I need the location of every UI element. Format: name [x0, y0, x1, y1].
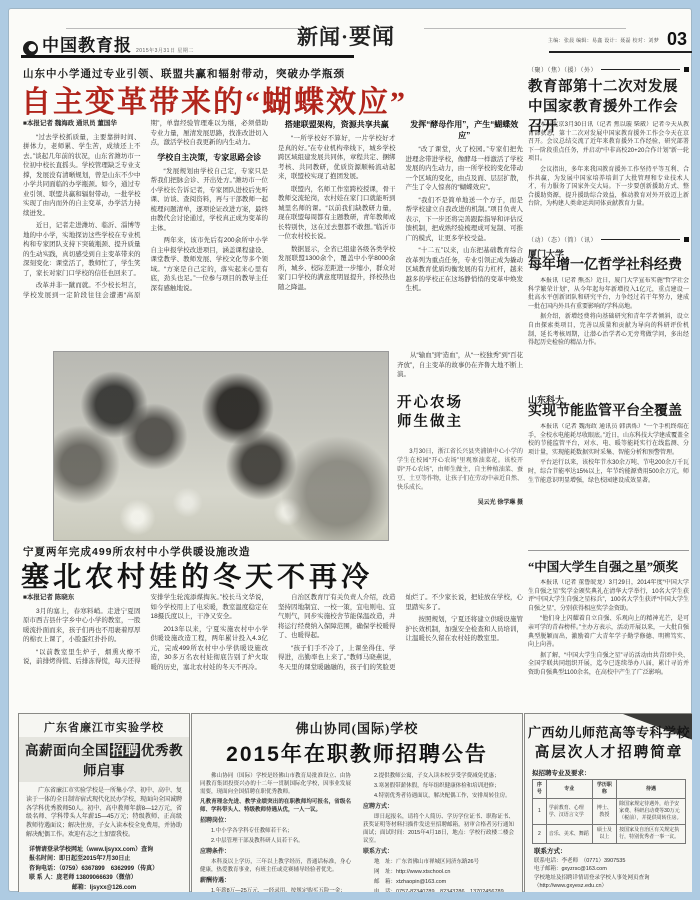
sidebar-article3-headline: 实现节能监管平台全覆盖: [528, 404, 682, 419]
ad2-section-title: 联系方式：: [363, 849, 394, 855]
ad2-body: [200, 772, 514, 896]
header-credits: 主编：张晨 编辑：易鑫 设计：聂磊 校对：刘梦: [547, 38, 659, 44]
ad1-title: [19, 737, 189, 782]
ad1-contacts: [29, 846, 179, 894]
body-paragraph: “以前教室里生炉子，烟熏火燎不说，前排烤得慌、后排冻得慌，每天还得安排学生轮流添煤掏灰。”校长马文华说，如今学校用上了电采暖，教室温度稳定在18摄氏度以上，干净又安全。: [23, 594, 268, 665]
article1-byline: ■本报记者 魏海政 通讯员 董国华: [23, 120, 117, 127]
body-paragraph: 数据显示，全省已组建各级各类学校发展联盟1300余个，覆盖中小学8000余所，城乡、校际差距进一步缩小，群众对家门口学校的满意度明显提升，择校热也随之降温。: [278, 245, 396, 291]
ad2-school-name: 佛山协同(国际)学校: [295, 721, 419, 736]
photo-caption-title: [397, 394, 523, 432]
section-title-bold: 要闻: [349, 24, 396, 49]
sidebar-article3-body: [528, 423, 689, 543]
masthead-logo-icon: [23, 41, 38, 56]
ad1-contact-line: 咨询电话：（0759）6367899 6362999（传真）: [29, 865, 159, 872]
ad3-title: 高层次人才招聘简章: [534, 745, 684, 761]
body-paragraph: “过去学校抓质量，主要靠拼时间、拼体力，老师累、学生苦，成绩还上不去。”谈起几年前的状况，山东省潍坊市一位初中校长直摇头。学校管理缺乏专业支撑，发展没有清晰规划，曾是山东不少中小学共同面临的办学瓶颈。如今，通过专业引领、联盟共赢和辐射带动，一批学校实现了由内而外的自主变革，办学活力持续迸发。: [23, 133, 141, 217]
ad2-contact-line: 电 话：0757-82340789 82343286 13702456789: [374, 889, 504, 895]
ad2-line: 2.中层管理干部及教科研人员若干名。: [211, 838, 304, 844]
sidebar-article2-headline: 每年增一亿哲学社科经费: [528, 258, 682, 273]
article1-headline: 自主变革带来的“蝴蝶效应”: [21, 86, 407, 119]
ad1-school-name: 广东省廉江市实验学校: [44, 722, 164, 734]
sidebar-article2-kicker: 厦门大学: [528, 249, 565, 259]
paper-sheet: [8, 8, 692, 895]
sidebar-label-text: （聚）（焦）（援）（外）: [528, 68, 598, 74]
table-cell: 学前教育、心理学、汉语言文学: [546, 799, 592, 825]
section-title-dot: ·: [341, 25, 350, 49]
ad3-contact-line: 电子邮箱：gxyzrsc@163.com: [534, 866, 607, 872]
ad2-contact-line: 邮 箱：xtzhaopin@163.com: [374, 879, 447, 885]
table-header-cell: 序号: [533, 780, 547, 799]
article1-body: [23, 119, 523, 347]
caption-title-line1: 开心农场: [397, 394, 463, 411]
header-flank-line-right: [424, 28, 626, 29]
body-paragraph: 2013年以来，宁夏实施农村中小学供暖设施改造工程，两年累计投入4.3亿元，完成499所农村中小学供暖设施改造，30多万名农村娃彻底告别了炉火取暖的历史，塞北农村娃的冬天不再冷。: [150, 625, 268, 671]
body-paragraph: 联盟内，名师工作室跨校授课，骨干教师交流轮岗，农村娃在家门口就能听到城里名师的课。“以前我们缺教研力量，现在联盟每周都有主题教研，青年教师成长特别快，这在过去想都不敢想。”临沂市一位农村校长说。: [278, 185, 396, 240]
table-cell: 2: [533, 825, 547, 844]
ad-foshan-school: [191, 713, 523, 896]
body-paragraph: 本报北京3月30日讯（记者 焦以璇 柴葳）记者今天从教育部获悉，第十二次对发展中国家教育援外工作会今天在京召开。会议总结交流了近年来教育援外工作经验，研究部署下一阶段重点任务，并启动“中非高校20+20合作计划”新一轮项目。: [528, 122, 689, 163]
ad-guangxi-college: [524, 713, 694, 896]
ad3-contacts: [534, 848, 684, 891]
sidebar-divider: [528, 550, 689, 551]
ad1-contact-line: 邮箱：ljsyxx@126.com: [71, 884, 137, 891]
body-paragraph: 近日，记者走进潍坊、临沂、淄博等地的中小学，实地探访这些学校在专业机构和专家团队支持下突破瓶颈、提升质量的生动实践，真切感受到自主变革带来的深刻变化：课堂活了，教师忙了，学生笑了，家长对家门口学校的信任也回来了。: [23, 222, 141, 277]
table-cell: 除国家规定待遇外，给予安家费、科研启动费等30万元（税前），并提供周转住房。: [617, 799, 686, 825]
table-header-cell: 待遇: [617, 780, 686, 799]
article2-body: [23, 593, 523, 714]
table-row: [533, 825, 686, 844]
body-paragraph: 会议指出，多年来我国教育援外工作坚持平等互利、合作共赢，为发展中国家培养培训了大批管理和专业技术人才，有力服务了国家外交大局。下一步要创新援助方式、整合援助资源，提升援助综合效益，推动教育对外开放迈上新台阶，为构建人类命运共同体贡献教育力量。: [528, 166, 689, 208]
ad2-line: 即日起报名，请将个人简历、学历学位证书、职称证书、获奖证明等材料扫描件发送至招聘邮箱，初审合格者另行通知面试；面试时间：2015年4月18日，地点：学校行政楼二楼会议室。: [363, 814, 514, 844]
ad3-contact-line: 联系电话：李老师 （0771）3907535: [534, 857, 626, 864]
sidebar-article1-body: [528, 121, 689, 229]
ad2-intro: 佛山协同（国际）学校是经佛山市教育局批准设立、由协同教育集团投资兴办的十二年一贯制国际化学校，因事业发展需要，现面向全国招聘在职优秀教师。: [200, 773, 351, 795]
body-paragraph: “改了课堂，火了校园。”专家们把先进理念带进学校，像酵母一样激活了学校发展的内生动力，由一所学校的变化带动一个区域的变化，由点及面、层层扩散，产生了令人惊喜的“蝴蝶效应”。: [405, 146, 523, 191]
photo-caption-block: [397, 351, 523, 539]
body-paragraph: 改革并非一蹴而就。不少校长坦言，学校发展到一定阶段往往会遭遇“高原期”，单靠经验管理难以为继，必须借助专业力量，厘清发展思路，找准改进切入点，激活学校自我更新的内生动力。: [23, 120, 268, 299]
body-paragraph: 两年来，该市先后有200余所中小学自主申报学校改进项目，涵盖课程建设、课堂教学、教师发展、学校文化等多个领域。“方案是自己定的，落实起来心里有底，劲头也足。”一位参与项目的教导主任深有感触地说。: [150, 237, 268, 292]
header-flank-line-left: [66, 28, 299, 29]
sidebar-article4-headline: “中国大学生自强之星”颁奖: [528, 560, 679, 574]
sidebar-section-label-2: [528, 235, 689, 244]
ad3-recruit-table: [532, 779, 686, 844]
masthead-date: 2015年3月31日 星期二: [136, 48, 194, 54]
article1-kicker: 山东中小学通过专业引领、联盟共赢和辐射带动，突破办学瓶颈: [23, 68, 345, 80]
body-paragraph: “十二五”以来，山东把基础教育综合改革列为重点任务，专业引领正成为撬动区域教育优质均衡发展的有力杠杆，越来越多的学校正在这场静悄悄的变革中焕发生机。: [405, 247, 523, 292]
body-paragraph: 据介绍，新增经费将向基础研究和青年学者倾斜，设立自由探索类项目，完善以质量和贡献为导向的科研评价机制，延长考核周期，让潜心治学者心无旁骛做学问，多出经得起历史检验的精品力作。: [528, 314, 689, 347]
body-paragraph: “孩子们手不冷了，上课坐得住、学得进，出勤率也上来了。”教师马晓燕说，冬天里的课堂暖融融的，孩子们的笑脸更灿烂了。不少家长说，把娃放在学校，心里踏实多了。: [278, 594, 523, 671]
table-header-row: [533, 780, 686, 799]
ad1-title-pre: 高薪面向全国: [25, 743, 109, 758]
ad1-body: 广东省廉江市实验学校是一所集小学、初中、高中、复读于一体的全日制寄宿式现代化民办学校，现面向全国诚聘各学科优秀教师50人。初中、高中教师年薪8—12万元，省级名师、学科带头人年薪15—45万元；特级教师、正高级教师待遇面议；解决住房，子女入读本校全免费用，并协助解决配偶工作。欢迎有志之士加盟我校。: [26, 788, 183, 838]
body-paragraph: 平台运行以来，该校年节水30余万吨、节电200余万千瓦时，综合节能率达15%以上，年节约能源费用500余万元，师生节能意识明显增强，绿色校园建设成效显著。: [528, 460, 689, 484]
article-photo: [53, 351, 389, 541]
ad2-line: 2.提供教师公寓，子女入读本校享受学费减免优惠；: [374, 773, 500, 779]
body-paragraph: 3月的塞上，春寒料峭。走进宁夏固原市西吉县什字乡中心小学的教室，一股暖流扑面而来，孩子们再也不用裹着厚厚的棉衣上课了，小脸蛋红扑扑的。: [23, 607, 141, 643]
ad3-contact-title: 联系方式：: [534, 848, 567, 855]
ad2-title: 2015年在职教师招聘公告: [226, 743, 488, 766]
ad2-line: 1.年薪8万—25万元，一经录用，按规定购买五险一金；: [211, 888, 346, 894]
sidebar-label-square: [684, 237, 689, 242]
masthead: [23, 31, 194, 56]
body-paragraph: “发展规划由学校自己定，专家只是帮我们把脉会诊、开出处方。”潍坊市一位小学校长告诉记者，专家团队进校后先听课、访谈、查阅资料，再与干部教师一起梳理问题清单，逐项论证改进方案，最终由教代会讨论通过，学校真正成为变革的主体。: [150, 167, 268, 232]
ad2-contact-line: 地 址：广东省佛山市禅城区同济东路26号: [374, 859, 480, 865]
table-cell: 音乐、美术、舞蹈: [546, 825, 592, 844]
article1-continuation: 从“输血”到“造血”，从“一校独秀”到“百花齐放”，自主变革的故事仍在齐鲁大地不断上演。: [397, 352, 523, 378]
photo-credit: 吴云光 徐学琳 摄: [477, 499, 523, 506]
ad2-contact-line: 网 址：http://www.xtschool.cn: [374, 869, 451, 875]
sidebar-section-label-1: [528, 65, 689, 74]
sidebar-label-text: （动）（态）（简）（讯）: [528, 238, 598, 244]
article2-kicker: 宁夏两年完成499所农村中小学供暖设施改造: [23, 546, 251, 558]
sidebar-article3-kicker: 山东科大: [528, 395, 565, 405]
page-number: 03: [667, 29, 688, 49]
ad1-contact-line: 联 系 人：庞老师 13809066639（微信）: [29, 875, 137, 882]
sidebar-article2-body: [528, 277, 689, 387]
photo-caption-text: 3月30日，浙江省长兴县夹浦镇中心小学的学生在校园“开心农场”里观察油菜花。该校开辟“开心农场”，由师生做主，自主种植油菜、蚕豆、土豆等作物，让孩子们在劳动中亲近自然、快乐成长。: [397, 448, 524, 491]
body-paragraph: “我们不是简单地送一个方子，而是帮学校建立自我改进的机制。”项目负责人表示，下一步还将完善跟踪指导和评估反馈机制，把成熟经验梳理成可复制、可推广的模式，让更多学校受益。: [405, 196, 523, 242]
ad2-line: 3.寒暑假带薪休假，每年组织健康体检和培训进修；: [374, 783, 500, 789]
ad3-contact-line: （http://www.gxyesz.edu.cn）: [534, 883, 608, 889]
body-paragraph: 本报讯（记者 熊杰）近日，厦门大学宣布实施“哲学社会科学繁荣计划”，从今年起每年新增投入1亿元，重点建设一批高水平创新团队和研究平台，力争经过若干年努力，建成一批在国内外具有重要影响的学科高地。: [528, 278, 689, 310]
pageno-rule: [549, 51, 695, 53]
ad2-section-title: 应聘条件：: [200, 849, 231, 855]
table-cell: 博士、教授: [592, 799, 616, 825]
section-title: [297, 20, 395, 51]
table-header-cell: 专业: [546, 780, 592, 799]
ad2-section-title: 招聘岗位：: [200, 818, 231, 824]
section-title-light: 新闻: [297, 25, 341, 49]
ad3-contact-line: 学校地址及招聘详情请登录学校人事处网页查询: [534, 874, 650, 881]
table-cell: 1: [533, 799, 547, 825]
body-paragraph: “他们身上闪耀着自立自强、乐观向上的精神光芒，是可亲可学的青春榜样。”主办方表示，活动开展以来，一大批自强典型脱颖而出，激励着广大青年学子勤学修德、明辨笃实、向上向善。: [528, 616, 689, 649]
ad1-contact-line: 报名时间：即日起至2015年7月30日止: [29, 856, 131, 863]
body-paragraph: “一所学校好不算好，一片学校好才是真的好。”在专业机构牵线下，城乡学校跨区域组建发展共同体，章程共定、捆绑考核、共同教研，优质资源顺畅流动起来，联盟校实现了抱团发展。: [278, 135, 396, 180]
sidebar-label-line: [601, 69, 680, 70]
article1-subhead-2: 搭建联盟架构，资源共享共赢: [284, 120, 389, 129]
body-paragraph: 本报讯（记者 魏海政 通讯员 韩洪烁）“一个手机终端在手，全校水电能耗尽收眼底。”近日，山东科技大学建成覆盖全校的节能监管平台，对水、电、暖等能耗实行在线监测、分项计量，实现能耗数据实时采集、智能分析和预警管理。: [528, 424, 689, 456]
sidebar-article4-body: [528, 579, 689, 714]
table-cell: 硕士及以上: [592, 825, 616, 844]
article2-byline: ■本报记者 陈晓东: [23, 594, 75, 601]
ad3-section-title: 拟招聘专业及要求：: [532, 770, 591, 777]
body-paragraph: 自治区教育厅有关负责人介绍，改造坚持因地制宜、一校一策，宜电则电、宜气则气，同步实施校舍节能保温改造，并将运行经费纳入保障范围，确保学校暖得了、也暖得起。: [278, 594, 396, 639]
ad-lianjiang-school: [18, 713, 190, 896]
masthead-rule: [21, 55, 354, 58]
ad2-line: 本科及以上学历，三年以上教学经历，普通话标准，身心健康，热爱教育事业，有班主任或竞赛辅导经验者优先。: [200, 859, 351, 873]
masthead-title: 中国教育报: [42, 36, 132, 55]
caption-title-line2: 师生做主: [397, 413, 463, 430]
sidebar-label-line: [601, 239, 680, 240]
table-row: [533, 799, 686, 825]
article1-subhead-3: 发挥“酵母作用”，产生“蝴蝶效应”: [410, 120, 519, 140]
body-paragraph: 本报讯（记者 董鲁皖龙）3月29日，2014年度“中国大学生自强之星”奖学金颁奖典礼在清华大学举行，10名大学生获评“中国大学生自强之星标兵”，100名大学生获评“中国大学生自强之星”，分别获得相应奖学金资助。: [528, 580, 689, 612]
ad1-title-post: 优秀教师启事: [83, 743, 183, 778]
ad1-title-highlight: 招聘: [111, 743, 139, 758]
table-header-cell: 学历职称: [592, 780, 616, 799]
table-cell: 按国家及自治区有关规定执行，特别优秀者一事一议。: [617, 825, 686, 844]
article1-subhead-1: 学校自主决策，专家思路会诊: [157, 152, 262, 162]
ad2-line: 1.中小学各学科专任教师若干名；: [211, 828, 293, 834]
ad3-school-name: 广西幼儿师范高等专科学校: [527, 725, 690, 740]
sidebar-label-square: [684, 67, 689, 72]
ad1-contact-line: 详情请登录学校网址（www.ljsyxx.com）查询: [29, 846, 154, 853]
sidebar-article1-headline: 教育部第十二次对发展中国家教育援外工作会召开: [528, 79, 678, 135]
ad2-section-title: 应聘方式：: [363, 804, 394, 810]
body-paragraph: 据了解，“中国大学生自强之星”寻访活动由共青团中央、全国学联共同组织开展，迄今已连续举办八届，累计寻访并资助自强典型1100余名，在高校中产生了广泛影响。: [528, 652, 689, 676]
ad2-section-title: 薪酬待遇：: [200, 878, 231, 884]
ad2-line: 4.特别优秀者待遇面议，解决配偶工作，安排周转住房。: [374, 793, 511, 799]
article2-headline: 塞北农村娃的冬天不再冷: [21, 562, 374, 593]
ad2-note: 凡教育理念先进、教学业绩突出的在职教师均可报名，省级名师、学科带头人、特级教师待遇从优，一人一议。: [200, 799, 351, 813]
body-paragraph: 按照规划，宁夏还将建立供暖设施管护长效机制，加强安全检查和人员培训，让温暖长久留在农村娃的教室里。: [405, 616, 523, 642]
